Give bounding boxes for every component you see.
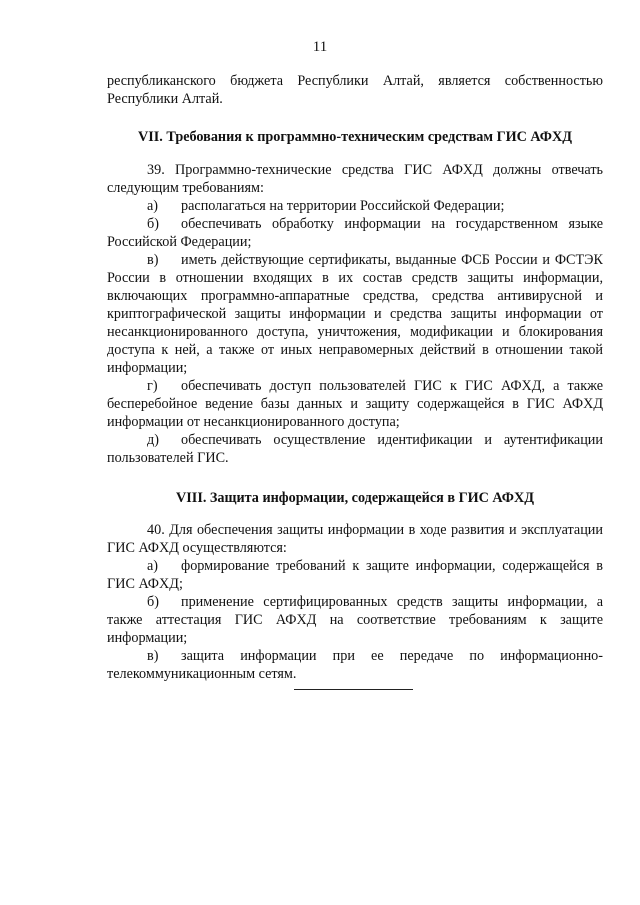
list-marker: а) xyxy=(147,558,159,574)
list-item xyxy=(107,377,603,431)
list-item-text: применение сертифицированных средств защиты информации, а также аттестация ГИС АФХД на соответствие требованиям к защите информации; xyxy=(107,594,603,646)
list-item xyxy=(107,197,603,215)
list-marker: д) xyxy=(147,432,159,448)
section-7-lead: 39. Программно-технические средства ГИС АФХД должны отвечать следующим требованиям: xyxy=(107,162,603,196)
list-item-text: иметь действующие сертификаты, выданные ФСБ России и ФСТЭК России в отношении входящих в их состав средств защиты информации, включающих программно-аппаратные средства, средства антивирусной и криптографической защиты информации и средства защиты информации от несанкционированного доступа, уничтожения, модификации и блокирования доступа к ней, а также от иных неправомерных действий в отношении такой информации; xyxy=(107,252,603,376)
list-item-text: обеспечивать доступ пользователей ГИС к ГИС АФХД, а также бесперебойное ведение базы данных и защиту содержащейся в ГИС АФХД информации от несанкционированного доступа; xyxy=(107,378,603,430)
section-8-heading: VIII. Защита информации, содержащейся в ГИС АФХД xyxy=(176,490,534,506)
list-item xyxy=(107,647,603,683)
list-item xyxy=(107,557,603,593)
section-8-lead: 40. Для обеспечения защиты информации в ходе развития и эксплуатации ГИС АФХД осуществляются: xyxy=(107,522,603,556)
list-item-text: обеспечивать обработку информации на государственном языке Российской Федерации; xyxy=(107,216,603,250)
list-marker: в) xyxy=(147,252,159,268)
list-item xyxy=(107,251,603,377)
list-item-text: обеспечивать осуществление идентификации и аутентификации пользователей ГИС. xyxy=(107,432,603,466)
page-number: 11 xyxy=(312,39,328,55)
list-marker: б) xyxy=(147,594,159,610)
list-item-text: формирование требований к защите информации, содержащейся в ГИС АФХД; xyxy=(107,558,603,592)
section-7-heading: VII. Требования к программно-техническим средствам ГИС АФХД xyxy=(138,129,572,145)
list-item xyxy=(107,215,603,251)
list-marker: б) xyxy=(147,216,159,232)
list-item-text: располагаться на территории Российской Федерации; xyxy=(181,198,505,214)
document-body xyxy=(107,72,603,683)
intro-paragraph: республиканского бюджета Республики Алтай, является собственностью Республики Алтай. xyxy=(107,73,603,107)
list-item xyxy=(107,431,603,467)
list-item-text: защита информации при ее передаче по информационно-телекоммуникационным сетям. xyxy=(107,648,603,682)
closing-divider xyxy=(294,689,413,690)
list-marker: в) xyxy=(147,648,159,664)
list-item xyxy=(107,593,603,647)
list-marker: г) xyxy=(147,378,158,394)
list-marker: а) xyxy=(147,198,159,214)
